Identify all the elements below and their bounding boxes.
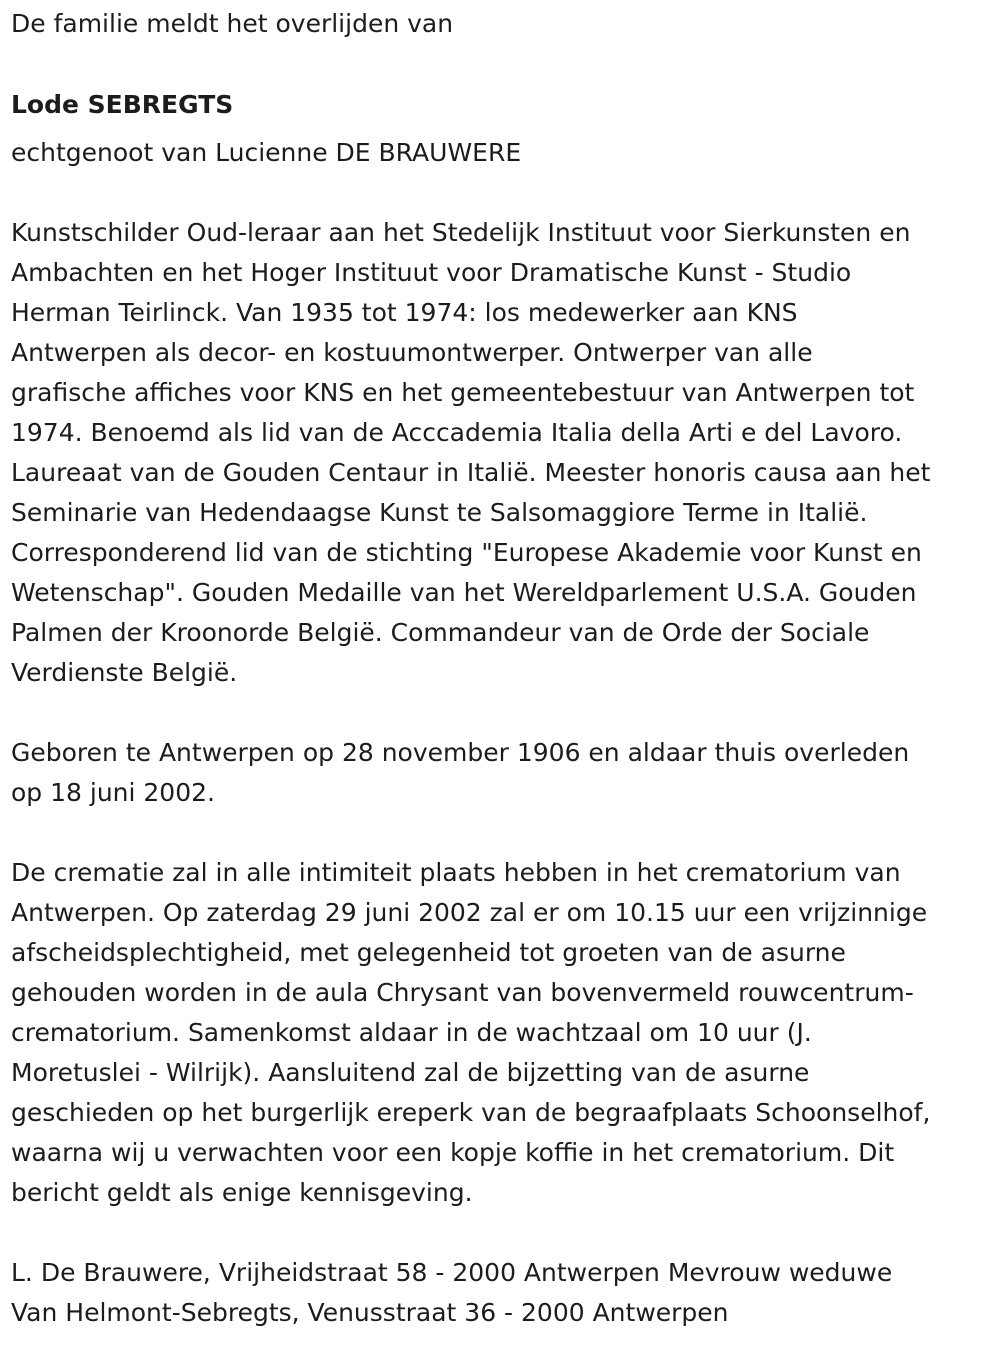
biography-line: Wetenschap". Gouden Medaille van het Wereldparlement U.S.A. Gouden [11,578,917,607]
biography-line: Laureaat van de Gouden Centaur in Italië. Meester honoris causa aan het [11,458,931,487]
spouse-text: echtgenoot van Lucienne DE BRAUWERE [11,138,522,167]
biography-line: grafische affiches voor KNS en het gemeentebestuur van Antwerpen tot [11,378,915,407]
ceremony-line: crematorium. Samenkomst aldaar in de wachtzaal om 10 uur (J. [11,1018,812,1047]
ceremony-line: Antwerpen. Op zaterdag 29 juni 2002 zal er om 10.15 uur een vrijzinnige [11,898,928,927]
ceremony-line: Moretuslei - Wilrijk). Aansluitend zal de bijzetting van de asurne [11,1058,810,1087]
biography-line: Seminarie van Hedendaagse Kunst te Salsomaggiore Terme in Italië. [11,498,868,527]
ceremony-line: gehouden worden in de aula Chrysant van bovenvermeld rouwcentrum- [11,978,914,1007]
deceased-name: Lode SEBREGTS [11,90,234,119]
biography-line: Herman Teirlinck. Van 1935 tot 1974: los medewerker aan KNS [11,298,798,327]
address-line: Van Helmont-Sebregts, Venusstraat 36 - 2000 Antwerpen [11,1298,729,1327]
biography-paragraph [11,213,996,693]
ceremony-line: geschieden op het burgerlijk ereperk van de begraafplaats Schoonselhof, [11,1098,931,1127]
biography-line: Ambachten en het Hoger Instituut voor Dramatische Kunst - Studio [11,258,852,287]
address-line: L. De Brauwere, Vrijheidstraat 58 - 2000 Antwerpen Mevrouw weduwe [11,1258,893,1287]
biography-line: Verdienste België. [11,658,238,687]
biography-line: 1974. Benoemd als lid van de Acccademia Italia della Arti e del Lavoro. [11,418,903,447]
biography-line: Palmen der Kroonorde België. Commandeur van de Orde der Sociale [11,618,870,647]
ceremony-line: afscheidsplechtigheid, met gelegenheid tot groeten van de asurne [11,938,846,967]
ceremony-line: waarna wij u verwachten voor een kopje koffie in het crematorium. Dit [11,1138,895,1167]
birth-death-line: Geboren te Antwerpen op 28 november 1906 en aldaar thuis overleden [11,738,910,767]
birth-death-line: op 18 juni 2002. [11,778,215,807]
biography-line: Corresponderend lid van de stichting "Europese Akademie voor Kunst en [11,538,922,567]
birth-death-paragraph [11,733,996,813]
address-paragraph [11,1253,996,1333]
intro-text: De familie meldt het overlijden van [11,9,454,38]
ceremony-paragraph [11,853,996,1213]
ceremony-line: De crematie zal in alle intimiteit plaats hebben in het crematorium van [11,858,901,887]
biography-line: Kunstschilder Oud-leraar aan het Stedelijk Instituut voor Sierkunsten en [11,218,911,247]
ceremony-line: bericht geldt als enige kennisgeving. [11,1178,473,1207]
biography-line: Antwerpen als decor- en kostuumontwerper. Ontwerper van alle [11,338,813,367]
